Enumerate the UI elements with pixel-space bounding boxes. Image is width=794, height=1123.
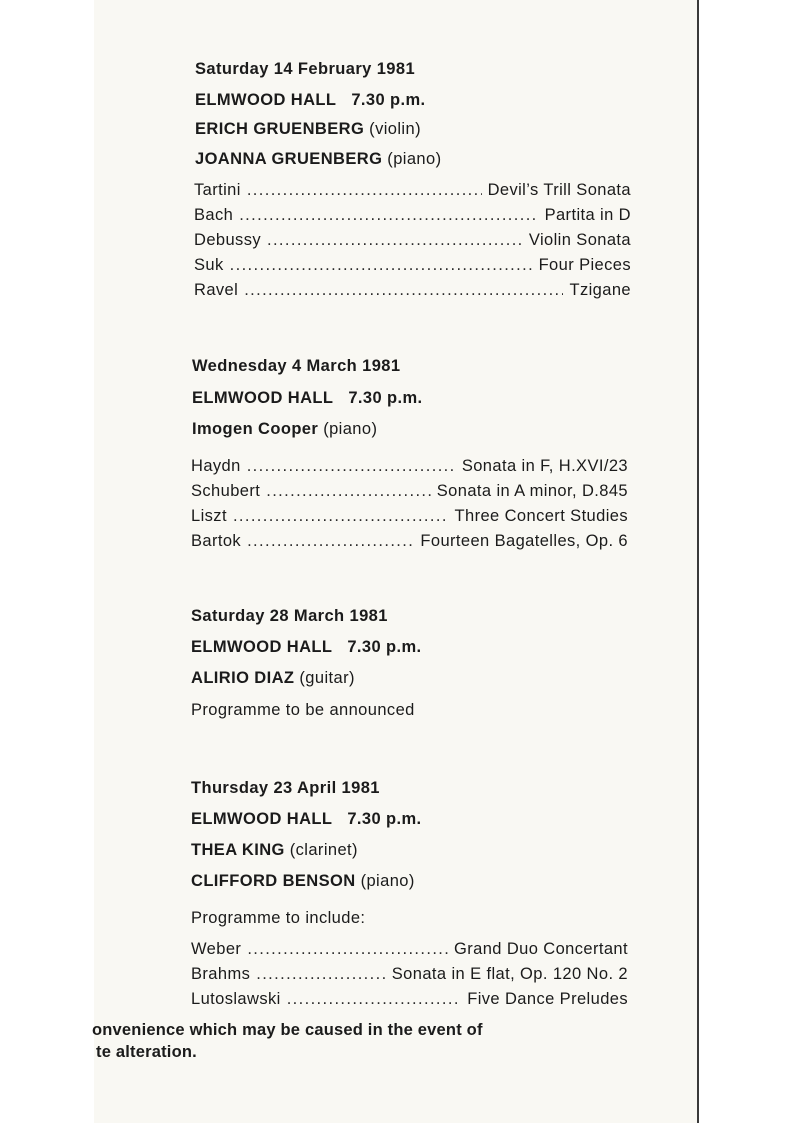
programme-item (194, 256, 631, 275)
time: 7.30 p.m. (347, 810, 422, 828)
page-edge (697, 0, 699, 1123)
time: 7.30 p.m. (347, 638, 422, 656)
work: Five Dance Preludes (467, 990, 628, 1008)
programme-item (194, 281, 631, 300)
footer-line-1: onvenience which may be caused in the event of (92, 1021, 483, 1039)
work: Devil’s Trill Sonata (487, 181, 631, 199)
programme-item (191, 482, 628, 501)
performer (195, 120, 421, 139)
concert-date: Thursday 23 April 1981 (191, 779, 380, 797)
leader-dots (266, 482, 431, 501)
venue-line (191, 638, 422, 657)
venue-line (195, 91, 426, 110)
programme-item (194, 181, 631, 200)
leader-dots (247, 181, 482, 200)
leader-dots (230, 256, 533, 275)
leader-dots (239, 206, 538, 225)
performer-name: ALIRIO DIAZ (191, 669, 295, 687)
composer: Suk (194, 256, 224, 274)
venue-line (192, 389, 423, 408)
work: Sonata in F, H.XVI/23 (461, 457, 628, 475)
composer: Bartok (191, 532, 242, 550)
programme-item (191, 507, 628, 526)
composer: Haydn (191, 457, 241, 475)
performer (191, 841, 358, 860)
time: 7.30 p.m. (351, 91, 426, 109)
work: Four Pieces (538, 256, 631, 274)
performer-name: THEA KING (191, 841, 285, 859)
programme-note: Programme to include: (191, 909, 366, 927)
composer: Schubert (191, 482, 261, 500)
work: Sonata in A minor, D.845 (436, 482, 628, 500)
venue-line (191, 810, 422, 829)
performer-instrument: (clarinet) (289, 841, 358, 859)
work: Violin Sonata (528, 231, 631, 249)
leader-dots (247, 532, 414, 551)
composer: Brahms (191, 965, 251, 983)
performer-instrument: (guitar) (299, 669, 355, 687)
composer: Liszt (191, 507, 227, 525)
programme-item (191, 457, 628, 476)
concert-date: Saturday 14 February 1981 (195, 60, 416, 78)
composer: Tartini (194, 181, 241, 199)
performer-instrument: (piano) (387, 150, 442, 168)
leader-dots (287, 990, 462, 1009)
programme-item (191, 990, 628, 1009)
programme-item (194, 206, 631, 225)
work: Grand Duo Concertant (453, 940, 628, 958)
venue: ELMWOOD HALL (191, 638, 333, 656)
work: Sonata in E flat, Op. 120 No. 2 (391, 965, 628, 983)
leader-dots (256, 965, 386, 984)
leader-dots (244, 281, 563, 300)
performer-name: Imogen Cooper (192, 420, 319, 438)
concert-date: Saturday 28 March 1981 (191, 607, 388, 625)
composer: Debussy (194, 231, 261, 249)
composer: Ravel (194, 281, 239, 299)
venue: ELMWOOD HALL (195, 91, 337, 109)
time: 7.30 p.m. (348, 389, 423, 407)
work: Tzigane (569, 281, 631, 299)
performer (191, 872, 415, 891)
concert-date: Wednesday 4 March 1981 (192, 357, 401, 375)
leader-dots (247, 457, 456, 476)
work: Partita in D (544, 206, 631, 224)
performer-name: ERICH GRUENBERG (195, 120, 365, 138)
performer (192, 420, 377, 439)
programme-note: Programme to be announced (191, 701, 415, 719)
footer-line-2: te alteration. (96, 1043, 197, 1061)
leader-dots (267, 231, 523, 250)
work: Fourteen Bagatelles, Op. 6 (420, 532, 628, 550)
composer: Bach (194, 206, 234, 224)
venue: ELMWOOD HALL (192, 389, 334, 407)
performer-name: JOANNA GRUENBERG (195, 150, 383, 168)
programme-item (194, 231, 631, 250)
performer (191, 669, 355, 688)
composer: Lutoslawski (191, 990, 281, 1008)
venue: ELMWOOD HALL (191, 810, 333, 828)
performer (195, 150, 441, 169)
performer-instrument: (violin) (369, 120, 421, 138)
programme-item (191, 940, 628, 959)
performer-name: CLIFFORD BENSON (191, 872, 356, 890)
leader-dots (247, 940, 448, 959)
programme-item (191, 965, 628, 984)
performer-instrument: (piano) (323, 420, 378, 438)
composer: Weber (191, 940, 242, 958)
leader-dots (233, 507, 449, 526)
programme-item (191, 532, 628, 551)
performer-instrument: (piano) (360, 872, 415, 890)
work: Three Concert Studies (454, 507, 628, 525)
